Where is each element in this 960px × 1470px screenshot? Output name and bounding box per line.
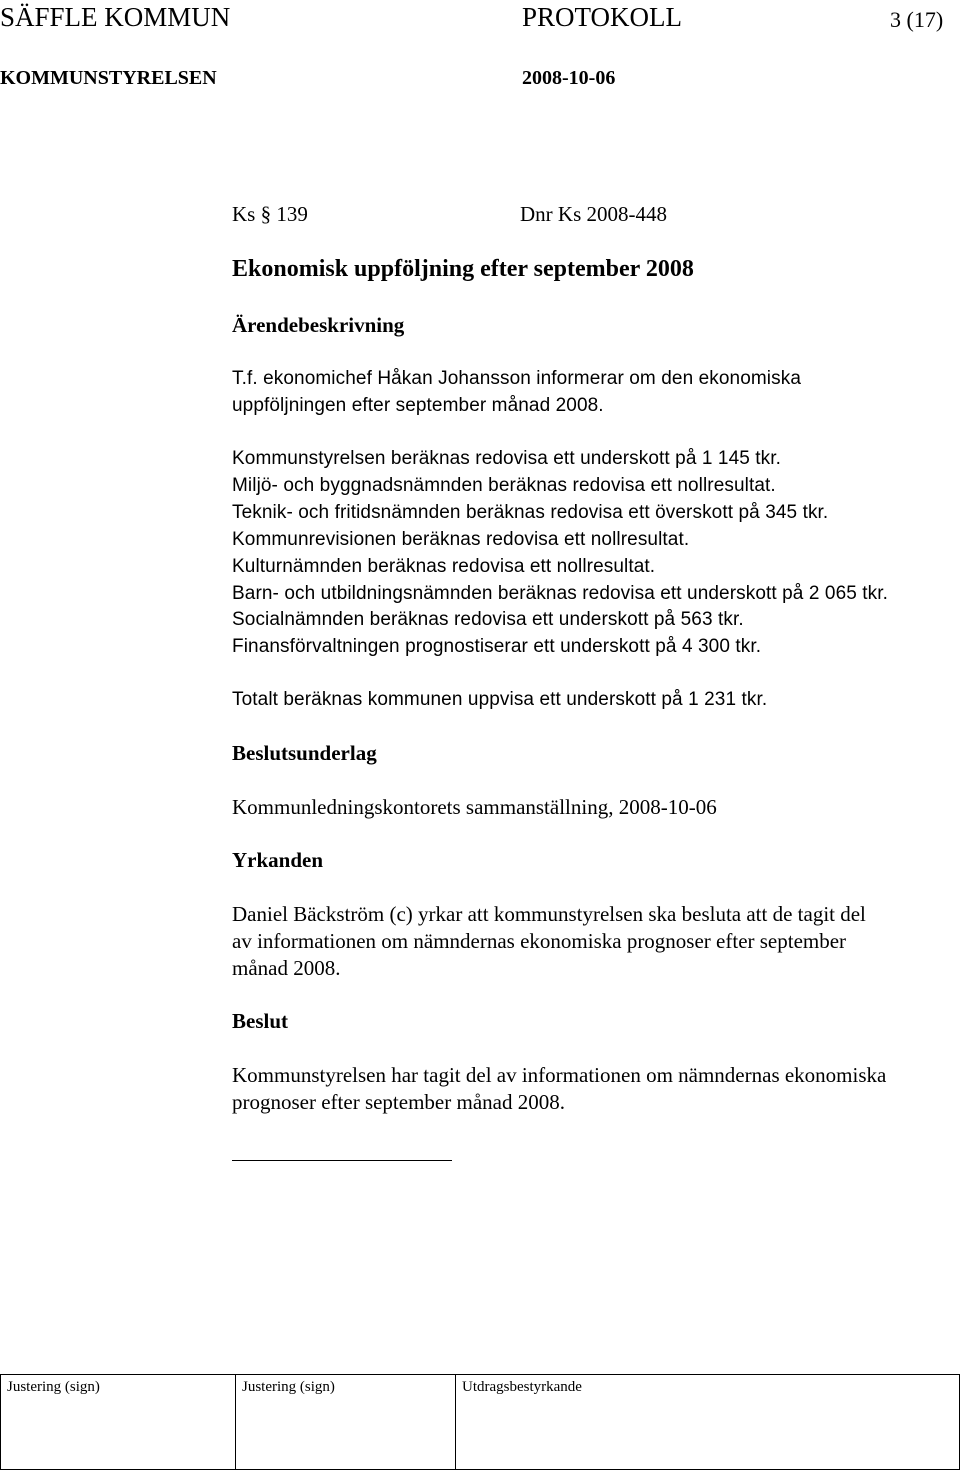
signature-table xyxy=(0,1374,960,1470)
heading-arendebeskrivning: Ärendebeskrivning xyxy=(232,313,405,337)
result-line: Barn- och utbildningsnämnden beräknas redovisa ett underskott på 2 065 tkr. xyxy=(232,583,889,604)
signature-cell: Utdragsbestyrkande xyxy=(456,1375,960,1470)
body-name: KOMMUNSTYRELSEN xyxy=(0,67,217,89)
result-line: Teknik- och fritidsnämnden beräknas redovisa ett överskott på 345 tkr. xyxy=(232,502,829,523)
beslutsunderlag-text: Kommunledningskontorets sammanställning, 2008-10-06 xyxy=(232,795,717,819)
beslut-line: Kommunstyrelsen har tagit del av informationen om nämndernas ekonomiska xyxy=(232,1063,887,1087)
intro-line: T.f. ekonomichef Håkan Johansson informerar om den ekonomiska xyxy=(232,368,801,389)
heading-beslut: Beslut xyxy=(232,1009,289,1033)
municipality-name: SÄFFLE KOMMUN xyxy=(0,2,231,32)
heading-beslutsunderlag: Beslutsunderlag xyxy=(232,741,377,765)
yrkanden-line: Daniel Bäckström (c) yrkar att kommunstyrelsen ska besluta att de tagit del xyxy=(232,902,866,926)
meeting-date: 2008-10-06 xyxy=(522,67,616,89)
yrkanden-line: av informationen om nämndernas ekonomiska prognoser efter september xyxy=(232,929,847,953)
total-line: Totalt beräknas kommunen uppvisa ett underskott på 1 231 tkr. xyxy=(232,689,768,710)
case-paragraph: Ks § 139 xyxy=(232,202,308,226)
yrkanden-line: månad 2008. xyxy=(232,956,341,980)
heading-yrkanden: Yrkanden xyxy=(232,848,324,872)
case-title: Ekonomisk uppföljning efter september 2008 xyxy=(232,256,694,282)
result-line: Kommunstyrelsen beräknas redovisa ett underskott på 1 145 tkr. xyxy=(232,448,782,469)
result-line: Finansförvaltningen prognostiserar ett underskott på 4 300 tkr. xyxy=(232,636,762,657)
signature-cell: Justering (sign) xyxy=(1,1375,236,1470)
intro-line: uppföljningen efter september månad 2008. xyxy=(232,395,604,416)
page-number: 3 (17) xyxy=(890,7,944,32)
result-line: Kulturnämnden beräknas redovisa ett nollresultat. xyxy=(232,556,656,577)
result-line: Kommunrevisionen beräknas redovisa ett nollresultat. xyxy=(232,529,690,550)
result-line: Miljö- och byggnadsnämnden beräknas redovisa ett nollresultat. xyxy=(232,475,776,496)
beslut-line: prognoser efter september månad 2008. xyxy=(232,1090,565,1114)
signature-cell: Justering (sign) xyxy=(236,1375,456,1470)
result-line: Socialnämnden beräknas redovisa ett underskott på 563 tkr. xyxy=(232,609,744,630)
case-dnr: Dnr Ks 2008-448 xyxy=(520,202,667,226)
document-type: PROTOKOLL xyxy=(522,2,683,32)
end-divider xyxy=(232,1160,452,1161)
